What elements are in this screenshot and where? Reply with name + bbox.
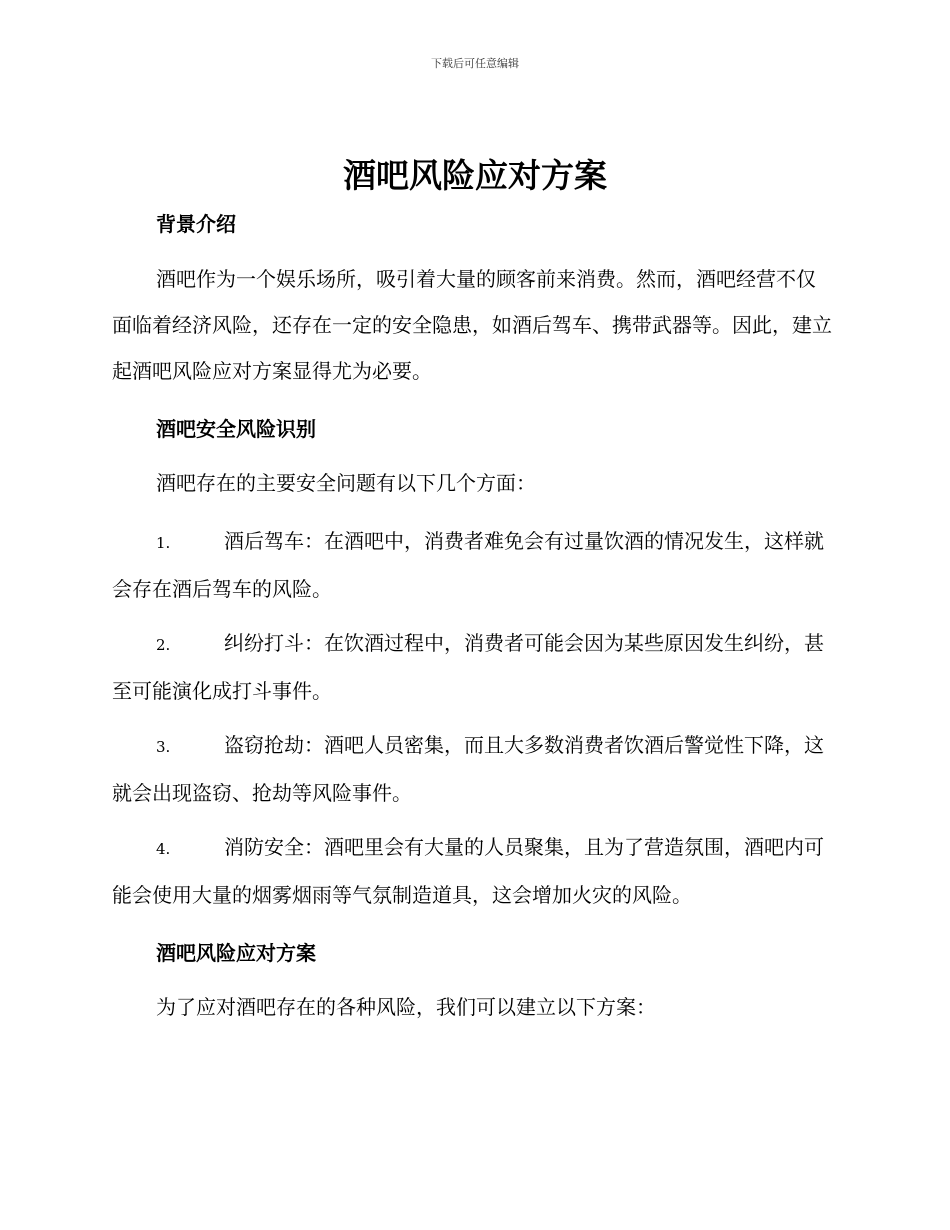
list-item-number: 2. <box>156 636 171 654</box>
background-paragraph <box>112 256 834 394</box>
response-intro-text: 为了应对酒吧存在的各种风险，我们可以建立以下方案： <box>156 995 656 1019</box>
list-item-text: 纠纷打斗：在饮酒过程中，消费者可能会因为某些原因发生纠纷，甚至可能演化成打斗事件。 <box>112 631 824 703</box>
list-item <box>112 824 834 918</box>
list-item <box>112 620 834 714</box>
risk-intro-text: 酒吧存在的主要安全问题有以下几个方面： <box>156 471 536 495</box>
response-intro-paragraph <box>112 984 834 1030</box>
section-heading-background: 背景介绍 <box>156 212 236 236</box>
list-item-number: 1. <box>156 534 171 552</box>
section-heading-risk-identification: 酒吧安全风险识别 <box>156 417 316 441</box>
risk-intro-paragraph <box>112 460 834 506</box>
background-paragraph-text: 酒吧作为一个娱乐场所，吸引着大量的顾客前来消费。然而，酒吧经营不仅面临着经济风险，还存在一定的安全隐患，如酒后驾车、携带武器等。因此，建立起酒吧风险应对方案显得尤为必要。 <box>112 267 832 383</box>
list-item <box>112 518 834 612</box>
section-heading-response-plan: 酒吧风险应对方案 <box>156 941 316 965</box>
list-item-text: 盗窃抢劫：酒吧人员密集，而且大多数消费者饮酒后警觉性下降，这就会出现盗窃、抢劫等风险事件。 <box>112 733 824 805</box>
list-item-text: 酒后驾车：在酒吧中，消费者难免会有过量饮酒的情况发生，这样就会存在酒后驾车的风险。 <box>112 529 824 601</box>
list-item <box>112 722 834 816</box>
list-item-number: 3. <box>156 738 171 756</box>
header-note: 下载后可任意编辑 <box>431 57 519 70</box>
list-item-text: 消防安全：酒吧里会有大量的人员聚集，且为了营造氛围，酒吧内可能会使用大量的烟雾烟雨等气氛制造道具，这会增加火灾的风险。 <box>112 835 824 907</box>
list-item-number: 4. <box>156 840 171 858</box>
document-title: 酒吧风险应对方案 <box>343 156 607 195</box>
